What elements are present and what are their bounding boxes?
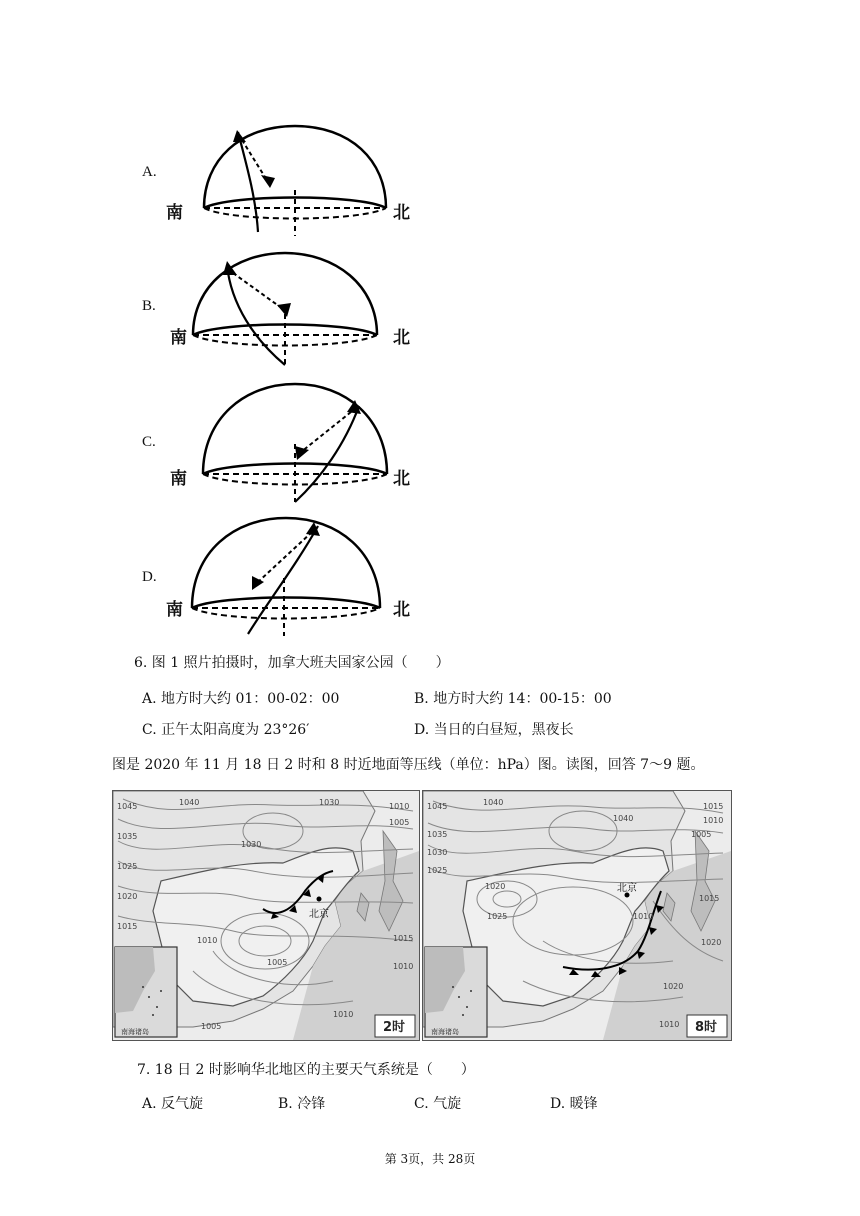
isobar-label: 1010 (703, 816, 724, 825)
q7-option-b-key: B. (278, 1096, 293, 1112)
beijing-label: 北京 (617, 883, 637, 894)
q6-option-b (414, 688, 612, 708)
isobar-map-2h (112, 790, 420, 1041)
page-number: 第 3页，共 28页 (384, 1152, 476, 1166)
q7-option-b-text: 冷锋 (297, 1096, 326, 1112)
q6-option-a (142, 688, 339, 708)
option-d-label: D. (142, 569, 157, 585)
isobar-label: 1020 (701, 938, 722, 947)
sun-path-diagram-b (185, 245, 390, 370)
option-a-label: A. (142, 164, 157, 180)
north-label-b: 北 (393, 328, 410, 348)
q6-option-c-key: C. (142, 722, 157, 738)
isobar-label: 1005 (691, 830, 712, 839)
q7-option-a-text: 反气旋 (161, 1096, 204, 1112)
q6-option-c-text: 正午太阳高度为 23°26′ (161, 722, 310, 738)
q6-option-b-text: 地方时大约 14：00-15：00 (433, 691, 612, 707)
isobar-label: 1015 (703, 802, 724, 811)
isobar-label: 1045 (427, 802, 448, 811)
south-label-a: 南 (166, 203, 183, 223)
q7-option-a (142, 1093, 203, 1113)
north-label-a: 北 (393, 203, 410, 223)
isobar-label: 1025 (117, 862, 138, 871)
isobar-label: 1030 (241, 840, 262, 849)
q7-option-d-key: D. (550, 1096, 566, 1112)
q6-option-d-text: 当日的白昼短，黑夜长 (433, 722, 574, 738)
isobar-label: 1045 (117, 802, 138, 811)
isobar-label: 1010 (393, 962, 414, 971)
isobar-label: 1015 (393, 934, 414, 943)
isobar-label: 1010 (333, 1010, 354, 1019)
q7-option-d-text: 暖锋 (569, 1096, 598, 1112)
q7-option-c (414, 1093, 461, 1113)
map-time-label: 8时 (695, 1020, 718, 1035)
q6-option-d-key: D. (414, 722, 430, 738)
q7-option-b (278, 1093, 325, 1113)
isobar-label: 1005 (389, 818, 410, 827)
isobar-label: 1020 (117, 892, 138, 901)
isobar-label: 1040 (483, 798, 504, 807)
isobar-label: 1025 (427, 866, 448, 875)
option-b-label: B. (142, 298, 156, 314)
isobar-label: 1010 (659, 1020, 680, 1029)
q6-option-c (142, 719, 309, 739)
question-6-stem: 6. 图 1 照片拍摄时，加拿大班夫国家公园（ ） (134, 655, 450, 671)
south-label-d: 南 (166, 600, 183, 620)
isobar-label: 1020 (663, 982, 684, 991)
isobar-label: 1010 (389, 802, 410, 811)
map-intro-text: 图是 2020 年 11 月 18 日 2 时和 8 时近地面等压线（单位：hPa）图。读图，回答 7～9 题。 (112, 757, 705, 773)
inset-label: 南海诸岛 (121, 1028, 149, 1036)
sun-path-diagram-a (190, 120, 400, 240)
isobar-label: 1010 (197, 936, 218, 945)
q6-option-b-key: B. (414, 691, 429, 707)
isobar-label: 1025 (487, 912, 508, 921)
q6-option-d (414, 719, 574, 739)
question-7-stem: 7. 18 日 2 时影响华北地区的主要天气系统是（ ） (137, 1062, 475, 1078)
north-label-d: 北 (393, 600, 410, 620)
q7-option-c-key: C. (414, 1096, 429, 1112)
q7-option-a-key: A. (142, 1096, 157, 1112)
isobar-label: 1020 (485, 882, 506, 891)
q7-option-c-text: 气旋 (433, 1096, 462, 1112)
isobar-label: 1030 (427, 848, 448, 857)
isobar-label: 1040 (179, 798, 200, 807)
south-label-b: 南 (170, 328, 187, 348)
isobar-label: 1015 (117, 922, 138, 931)
isobar-label: 1005 (201, 1022, 222, 1031)
inset-label: 南海诸岛 (431, 1028, 459, 1036)
isobar-label: 1030 (319, 798, 340, 807)
q7-option-d (550, 1093, 598, 1113)
option-c-label: C. (142, 434, 156, 450)
sun-path-diagram-d (186, 512, 386, 640)
south-label-c: 南 (170, 469, 187, 489)
isobar-label: 1035 (117, 832, 138, 841)
north-label-c: 北 (393, 469, 410, 489)
q6-option-a-text: 地方时大约 01：00-02：00 (161, 691, 340, 707)
isobar-label: 1035 (427, 830, 448, 839)
isobar-label: 1015 (699, 894, 720, 903)
isobar-label: 1040 (613, 814, 634, 823)
isobar-map-8h (422, 790, 732, 1041)
q6-option-a-key: A. (142, 691, 157, 707)
sun-path-diagram-c (195, 378, 395, 508)
beijing-label: 北京 (309, 909, 329, 920)
isobar-label: 1010 (633, 912, 654, 921)
map-time-label: 2时 (383, 1020, 406, 1035)
isobar-label: 1005 (267, 958, 288, 967)
